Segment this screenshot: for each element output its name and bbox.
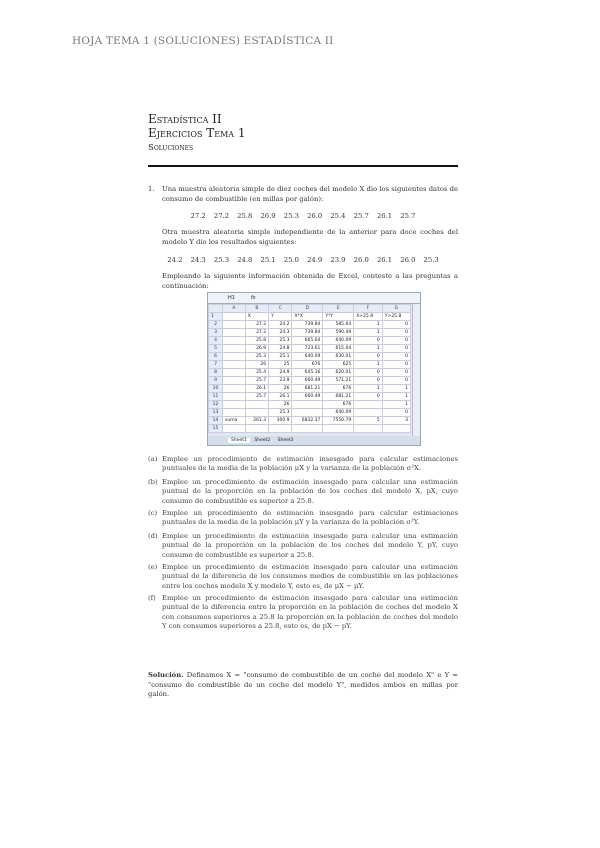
cell: 1 [382, 401, 410, 409]
cell [323, 425, 354, 433]
cell: 7550.79 [323, 417, 354, 425]
row-header: 6 [209, 353, 223, 361]
problem-intro3: Empleando la siguiente información obtenida de Excel, conteste a las preguntas a continuación: [162, 272, 458, 290]
question-text: Emplee un procedimiento de estimación insesgado para calcular una estimación puntual de la proporción en la población de los coches del modelo X, pX, cuyo consumo de combustible es superior a 25.8. [162, 478, 458, 505]
cell: 1 [354, 385, 383, 393]
question-label: (c) [148, 509, 158, 517]
cell [223, 385, 246, 393]
question-item [148, 532, 458, 560]
cell: 1 [382, 393, 410, 401]
cell [223, 353, 246, 361]
problem-intro [148, 185, 458, 204]
cell [223, 361, 246, 369]
cell: 676 [323, 385, 354, 393]
cell: 1 [354, 361, 383, 369]
cell: 660.49 [292, 393, 323, 401]
cell: 26.1 [269, 393, 292, 401]
question-item [148, 594, 458, 632]
y-data: 24.2 24.3 25.3 24.8 25.1 25.0 24.9 23.9 26.0 26.1 26.0 25.3 [167, 256, 439, 264]
row-header: 14 [209, 417, 223, 425]
question-text: Emplee un procedimiento de estimación insesgado para calcular estimaciones puntuales de la media de la población μY y la varianza de la población σ²Y. [162, 509, 458, 527]
cell [382, 425, 410, 433]
row-header: 13 [209, 409, 223, 417]
row-header: 5 [209, 345, 223, 353]
table-row [209, 401, 411, 409]
table-row [209, 409, 411, 417]
cell: Y [269, 313, 292, 321]
question-label: (f) [148, 594, 156, 602]
cell: 0 [354, 393, 383, 401]
cell [269, 425, 292, 433]
cell: 739.84 [292, 321, 323, 329]
cell: 25.4 [245, 369, 268, 377]
cell: X [245, 313, 268, 321]
cell: 26 [269, 385, 292, 393]
x-data: 27.2 27.2 25.8 26.9 25.3 26.0 25.4 25.7 26.1 25.7 [190, 212, 416, 220]
row-header: 9 [209, 377, 223, 385]
cell [223, 337, 246, 345]
cell [223, 409, 246, 417]
cell: 640.09 [292, 353, 323, 361]
cell: 1 [382, 385, 410, 393]
row-header: 10 [209, 385, 223, 393]
sheet-tabs [208, 436, 420, 445]
column-header: C [269, 305, 292, 313]
cell: 0 [382, 377, 410, 385]
cell: 0 [382, 369, 410, 377]
cell: 25.7 [245, 393, 268, 401]
subtitle: Ejercicios Tema 1 [148, 126, 246, 140]
cell: 630.01 [323, 353, 354, 361]
cell: 0 [382, 337, 410, 345]
cell: 25 [269, 361, 292, 369]
cell: 625 [323, 361, 354, 369]
sheet-tab: Sheet1 [228, 438, 250, 443]
cell: 590.49 [323, 329, 354, 337]
cell: 25.3 [269, 337, 292, 345]
question-text: Emplee un procedimiento de estimación insesgado para calcular estimaciones puntuales de la media de la población μX y la varianza de la población σ²X. [162, 455, 458, 473]
cell: 3 [382, 417, 410, 425]
cell: 23.9 [269, 377, 292, 385]
question-text: Emplee un procedimiento de estimación insesgado para calcular una estimación puntual de la proporción en la población de los coches del modelo Y, pY, cuyo consumo de combustible es superior a 25.8. [162, 532, 458, 559]
cell: 24.3 [269, 329, 292, 337]
cell [223, 369, 246, 377]
row-header: 3 [209, 329, 223, 337]
cell: 0 [382, 329, 410, 337]
table-row [209, 353, 411, 361]
question-label: (e) [148, 563, 158, 571]
problem-intro-text: Una muestra aleatoria simple de diez coches del modelo X dio los siguientes datos de consumo de combustible (en millas por galón): [162, 185, 458, 203]
cell [292, 425, 323, 433]
cell: 24.8 [269, 345, 292, 353]
table-row [209, 425, 411, 433]
cell [245, 425, 268, 433]
cell: 0 [354, 337, 383, 345]
sheet-tab: Sheet2 [254, 438, 271, 443]
table-row [209, 369, 411, 377]
cell: 0 [382, 321, 410, 329]
cell: 665.64 [292, 337, 323, 345]
solution-paragraph [148, 671, 458, 700]
cell: 0 [354, 377, 383, 385]
formula-bar [208, 293, 420, 304]
row-header: 1 [209, 313, 223, 321]
table-row [209, 393, 411, 401]
question-item [148, 478, 458, 506]
question-item [148, 509, 458, 528]
table-row [209, 329, 411, 337]
running-header: HOJA TEMA 1 (SOLUCIONES) ESTADÍSTICA II [72, 35, 334, 47]
cell: 25.3 [245, 353, 268, 361]
cell: 0 [382, 361, 410, 369]
cell: 261.3 [245, 417, 268, 425]
sheet-tab: Sheet3 [277, 438, 294, 443]
cell [223, 321, 246, 329]
cell: X>25.8 [354, 313, 383, 321]
row-header: 7 [209, 361, 223, 369]
table-row [209, 321, 411, 329]
row-header: 11 [209, 393, 223, 401]
table-row [209, 337, 411, 345]
cell: 24.9 [269, 369, 292, 377]
cell [223, 425, 246, 433]
table-row [209, 385, 411, 393]
row-header: 12 [209, 401, 223, 409]
fx-icon: fx [250, 295, 256, 301]
corner-cell [209, 305, 223, 313]
title-rule [148, 165, 458, 167]
question-label: (b) [148, 478, 158, 486]
cell: 1 [354, 321, 383, 329]
row-header: 15 [209, 425, 223, 433]
cell: 5 [354, 417, 383, 425]
column-header: E [323, 305, 354, 313]
table-row [209, 313, 411, 321]
cell: 615.04 [323, 345, 354, 353]
cell: 27.2 [245, 321, 268, 329]
cell: 25.8 [245, 337, 268, 345]
cell: 24.2 [269, 321, 292, 329]
column-header: D [292, 305, 323, 313]
cell [292, 409, 323, 417]
cell: 0 [382, 345, 410, 353]
cell: 26.1 [245, 385, 268, 393]
cell: 1 [354, 329, 383, 337]
cell: 0 [354, 369, 383, 377]
cell: 1 [354, 345, 383, 353]
cell [354, 409, 383, 417]
cell: 620.01 [323, 369, 354, 377]
cell: 676 [292, 361, 323, 369]
cell: 739.84 [292, 329, 323, 337]
cell: 25.3 [269, 409, 292, 417]
cell [292, 401, 323, 409]
cell: 681.21 [323, 393, 354, 401]
question-text: Emplee un procedimiento de estimación insesgado para calcular una estimación puntual de la diferencia de los consumos medios de combustible en las poblaciones entre los coches modelo X y modelo Y, esto es, de μX − μY. [162, 563, 458, 590]
question-item [148, 455, 458, 474]
cell [354, 401, 383, 409]
column-header: A [223, 305, 246, 313]
table-row [209, 345, 411, 353]
cell [223, 345, 246, 353]
row-header: 8 [209, 369, 223, 377]
cell: 25.1 [269, 353, 292, 361]
cell: 0 [382, 409, 410, 417]
cell: 27.2 [245, 329, 268, 337]
problem-number: 1. [148, 185, 155, 193]
spreadsheet-grid [208, 304, 411, 433]
table-row [209, 361, 411, 369]
cell: Y*Y [323, 313, 354, 321]
row-header: 4 [209, 337, 223, 345]
cell: 676 [323, 401, 354, 409]
table-row [209, 417, 411, 425]
row-header: 2 [209, 321, 223, 329]
column-header: F [354, 305, 383, 313]
cell: X*X [292, 313, 323, 321]
cell: 660.49 [292, 377, 323, 385]
cell: 640.09 [323, 409, 354, 417]
cell: 26 [269, 401, 292, 409]
vertical-scrollbar [412, 304, 420, 436]
cell: 25.7 [245, 377, 268, 385]
cell [223, 393, 246, 401]
cell: 26 [245, 361, 268, 369]
table-row [209, 377, 411, 385]
cell: 640.09 [323, 337, 354, 345]
cell [223, 313, 246, 321]
cell: Y>25.8 [382, 313, 410, 321]
cell: 681.21 [292, 385, 323, 393]
question-item [148, 563, 458, 591]
title: Estadística II [148, 112, 222, 126]
cell: 0 [382, 353, 410, 361]
solution-label: Solución. [148, 671, 184, 679]
cell [223, 377, 246, 385]
cell [245, 409, 268, 417]
subtitle-solutions: Soluciones [148, 143, 194, 153]
cell: 26.9 [245, 345, 268, 353]
question-text: Emplee un procedimiento de estimación insesgado para calcular una estimación puntual de la diferencia entre la proporción en la población de coches del modelo X con consumos superiores a 25.8 la proporción en la población de coches del modelo Y con consumos superiores a 25.8, esto es, de pX − pY. [162, 594, 458, 631]
column-header: B [245, 305, 268, 313]
cell: 300.9 [269, 417, 292, 425]
cell [245, 401, 268, 409]
cell-reference: H1 [228, 295, 235, 301]
question-label: (a) [148, 455, 158, 463]
question-label: (d) [148, 532, 158, 540]
column-header: G [382, 305, 410, 313]
cell [223, 401, 246, 409]
cell [354, 425, 383, 433]
problem-intro2: Otra muestra aleatoria simple independiente de la anterior para doce coches del modelo Y dio los resultados siguientes: [162, 228, 458, 246]
cell [223, 329, 246, 337]
cell: suma [223, 417, 246, 425]
excel-screenshot [207, 292, 421, 446]
cell: 0 [354, 353, 383, 361]
cell: 6832.37 [292, 417, 323, 425]
cell: 571.21 [323, 377, 354, 385]
cell: 585.64 [323, 321, 354, 329]
cell: 645.16 [292, 369, 323, 377]
solution-text: Definamos X = "consumo de combustible de un coche del modelo X" e Y = "consumo de combustible de un coche del modelo Y", medidos ambos en millas por galón. [148, 671, 458, 699]
cell: 723.61 [292, 345, 323, 353]
